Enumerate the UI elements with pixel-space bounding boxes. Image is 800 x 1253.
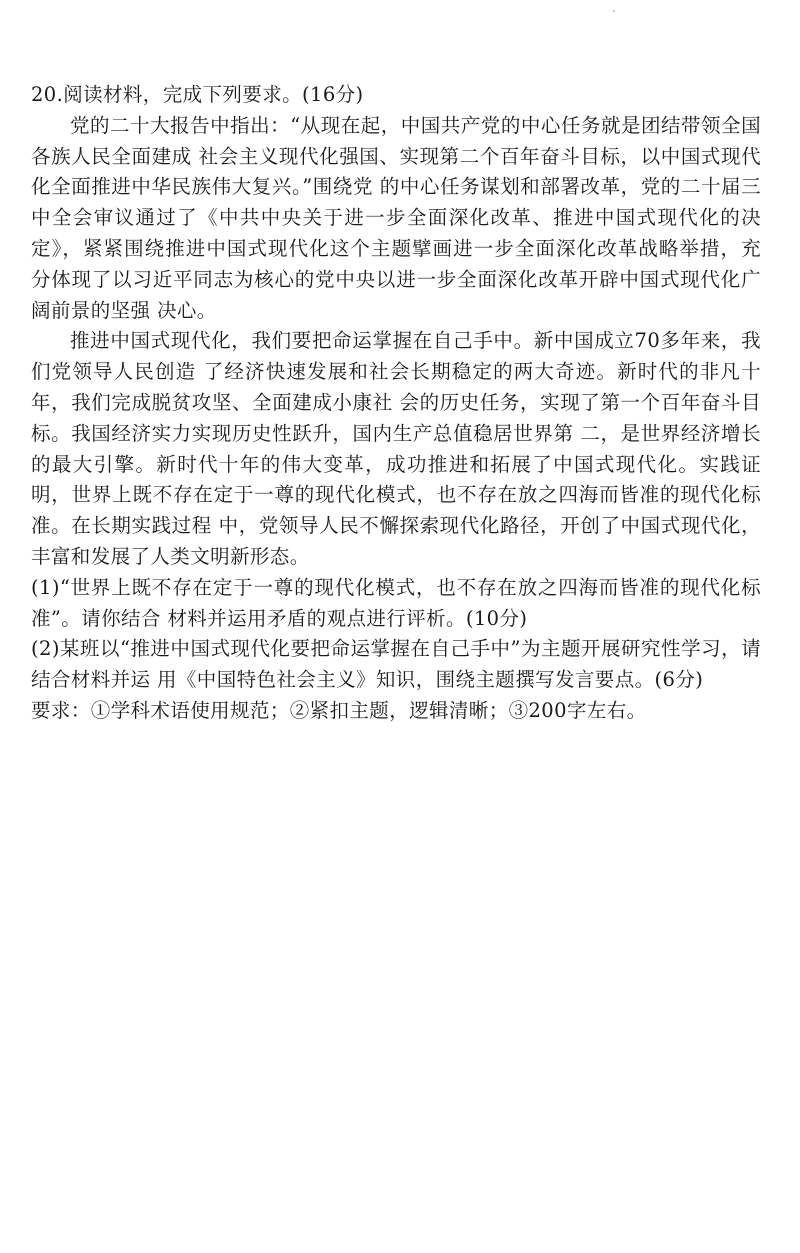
question-title: 20.阅读材料，完成下列要求。(16分) <box>31 83 364 106</box>
material-paragraph-2: 推进中国式现代化，我们要把命运掌握在自己手中。新中国成立70多年来，我们党领导人民创造 了经济快速发展和社会长期稳定的两大奇迹。新时代的非凡十年，我们完成脱贫攻坚、全面建成小康社 会的历史任务，实现了第一个百年奋斗目标。我国经济实力实现历史性跃升，国内生产总值稳居世界第 二，是世界经济增长的最大引擎。新时代十年的伟大变革，成功推进和拓展了中国式现代化。实践证 明，世界上既不存在定于一尊的现代化模式，也不存在放之四海而皆准的现代化标准。在长期实践过程 中，党领导人民不懈探索现代化路径，开创了中国式现代化，丰富和发展了人类文明新形态。 <box>31 329 761 568</box>
sub-question-1: (1)“世界上既不存在定于一尊的现代化模式，也不存在放之四海而皆准的现代化标准”。请你结合 材料并运用矛盾的观点进行评析。(10分) <box>31 575 761 630</box>
sub-question-2: (2)某班以“推进中国式现代化要把命运掌握在自己手中”为主题开展研究性学习，请结合材料并运 用《中国特色社会主义》知识，围绕主题撰写发言要点。(6分) <box>31 637 761 692</box>
material-paragraph-1: 党的二十大报告中指出：“从现在起，中国共产党的中心任务就是团结带领全国各族人民全面建成 社会主义现代化强国、实现第二个百年奋斗目标，以中国式现代化全面推进中华民族伟大复兴。”围绕党 的中心任务谋划和部署改革，党的二十届三中全会审议通过了《中共中央关于进一步全面深化改革、推进中国式现代化的决定》，紧紧围绕推进中国式现代化这个主题擘画进一步全面深化改革战略举措，充 分体现了以习近平同志为核心的党中央以进一步全面深化改革开辟中国式现代化广阔前景的坚强 决心。 <box>31 113 761 322</box>
scan-speck <box>613 10 615 12</box>
answer-requirement: 要求：①学科术语使用规范；②紧扣主题，逻辑清晰；③200字左右。 <box>31 698 647 722</box>
question-20 <box>31 80 761 727</box>
